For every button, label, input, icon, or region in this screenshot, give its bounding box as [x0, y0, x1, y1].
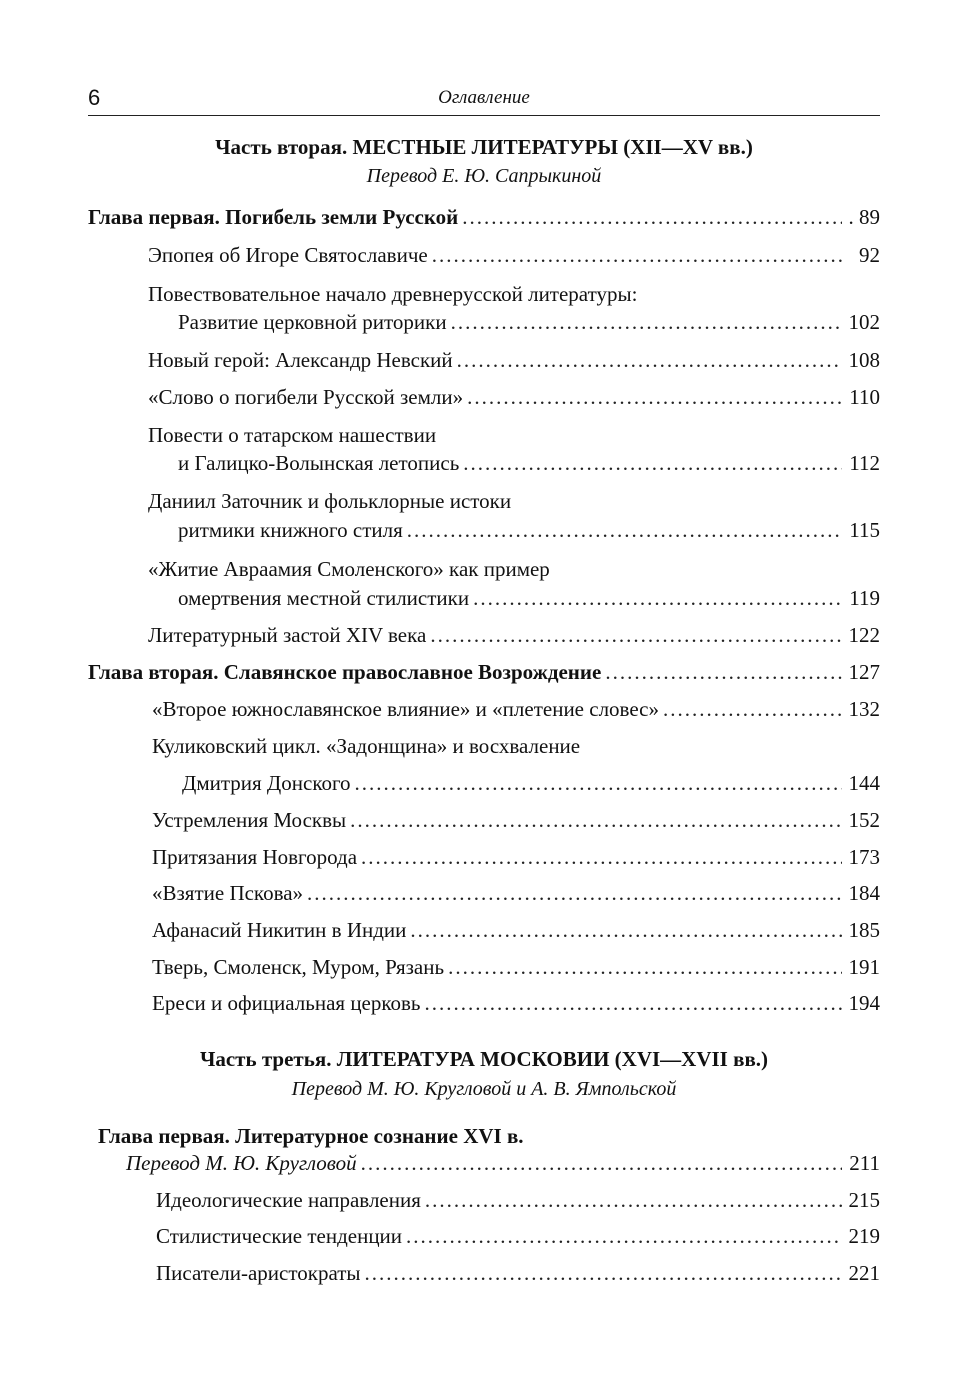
leader-dots — [473, 586, 842, 611]
toc-entry-page: 211 — [849, 1151, 880, 1175]
toc-entry-page: 219 — [848, 1224, 880, 1248]
page-number: 6 — [88, 85, 101, 110]
part-two-title: Часть вторая. МЕСТНЫЕ ЛИТЕРАТУРЫ (XII—XV вв.) — [215, 135, 753, 159]
leader-dots — [430, 623, 842, 648]
toc-entry[interactable] — [156, 1224, 880, 1254]
toc-entry[interactable] — [156, 1261, 880, 1291]
toc-entry-first-line: «Житие Авраамия Смоленского» как пример — [148, 557, 550, 581]
toc-entry-page: 215 — [848, 1188, 880, 1212]
toc-entry-title: Ереси и официальная церковь — [152, 991, 421, 1015]
toc-entry[interactable] — [178, 310, 880, 340]
toc-entry-title: Развитие церковной риторики — [178, 310, 447, 334]
toc-entry-page: 185 — [848, 918, 880, 942]
leader-dots — [425, 1188, 842, 1213]
toc-entry-first-line: Повествовательное начало древнерусской литературы: — [148, 282, 638, 306]
part-two-translator: Перевод Е. Ю. Сапрыкиной — [366, 165, 602, 187]
toc-entry-first-line: Куликовский цикл. «Задонщина» и восхваление — [152, 734, 581, 758]
part-three-translator: Перевод М. Ю. Кругловой и А. В. Ямпольской — [291, 1078, 677, 1100]
toc-entry[interactable] — [152, 808, 880, 838]
leader-dots — [361, 845, 842, 870]
toc-entry-page: 173 — [848, 845, 880, 869]
leader-dots — [467, 385, 842, 410]
toc-entry-page: 112 — [849, 451, 880, 475]
leader-dots — [350, 808, 842, 833]
leader-dots — [425, 991, 842, 1016]
toc-entry-page: 144 — [848, 771, 880, 795]
toc-chapter-1[interactable] — [88, 205, 880, 235]
leader-dots — [407, 518, 842, 543]
toc-entry[interactable] — [152, 955, 880, 985]
toc-entry-title: Глава вторая. Славянское православное Возрождение — [88, 660, 602, 684]
toc-entry-first-line: Повести о татарском нашествии — [148, 423, 437, 447]
toc-entry[interactable] — [126, 1151, 880, 1181]
leader-dots — [457, 348, 842, 373]
toc-entry-page: 191 — [848, 955, 880, 979]
leader-dots — [355, 771, 842, 796]
toc-entry-page: 92 — [859, 243, 880, 267]
toc-entry-title: Стилистические тенденции — [156, 1224, 403, 1248]
toc-chapter-2[interactable] — [88, 660, 880, 690]
toc-entry-first-line: Даниил Заточник и фольклорные истоки — [148, 489, 512, 513]
toc-entry-title: «Взятие Пскова» — [152, 881, 304, 905]
toc-entry[interactable] — [178, 518, 880, 548]
toc-entry-page: 102 — [848, 310, 880, 334]
toc-entry-page: 184 — [848, 881, 880, 905]
leader-dots — [406, 1224, 842, 1249]
leader-dots — [463, 451, 842, 476]
leader-dots — [432, 243, 842, 268]
toc-entry-title: и Галицко-Волынская летопись — [178, 451, 460, 475]
leader-dots — [448, 955, 842, 980]
toc-entry-page: 152 — [848, 808, 880, 832]
leader-dots — [605, 660, 842, 685]
toc-entry-title: Глава первая. Погибель земли Русской — [88, 205, 459, 229]
leader-dots — [451, 310, 842, 335]
toc-entry-title: «Слово о погибели Русской земли» — [148, 385, 464, 409]
toc-entry[interactable] — [148, 385, 880, 415]
toc-entry-page: 115 — [849, 518, 880, 542]
leader-dots — [410, 918, 842, 943]
toc-entry[interactable] — [178, 586, 880, 616]
toc-entry-title: Идеологические направления — [156, 1188, 421, 1212]
toc-entry-page: 127 — [848, 660, 880, 684]
toc-entry-page: . 89 — [848, 205, 880, 229]
toc-entry-page: 110 — [849, 385, 880, 409]
toc-entry-title: Эпопея об Игоре Святославиче — [148, 243, 428, 267]
toc-entry-page: 108 — [848, 348, 880, 372]
running-title: Оглавление — [438, 87, 530, 108]
toc-entry[interactable] — [178, 451, 880, 481]
toc-entry-page: 132 — [848, 697, 880, 721]
toc-entry-title: Афанасий Никитин в Индии — [152, 918, 407, 942]
leader-dots — [462, 205, 842, 230]
toc-entry-title: «Второе южнославянское влияние» и «плетение словес» — [152, 697, 660, 721]
leader-dots — [307, 881, 842, 906]
toc-entry-title: Новый герой: Александр Невский — [148, 348, 453, 372]
running-header — [88, 85, 880, 116]
toc-entry-title: Тверь, Смоленск, Муром, Рязань — [152, 955, 445, 979]
toc-entry[interactable] — [148, 623, 880, 653]
part-three-title: Часть третья. ЛИТЕРАТУРА МОСКОВИИ (XVI—XVII вв.) — [199, 1047, 769, 1071]
toc-entry[interactable] — [152, 991, 880, 1021]
toc-entry-title: Устремления Москвы — [152, 808, 347, 832]
toc-entry[interactable] — [182, 771, 880, 801]
toc-entry[interactable] — [152, 697, 880, 727]
toc-entry[interactable] — [152, 918, 880, 948]
toc-entry-title: Писатели-аристократы — [156, 1261, 361, 1285]
toc-entry-title: Притязания Новгорода — [152, 845, 358, 869]
toc-entry[interactable] — [148, 243, 880, 273]
toc-entry[interactable] — [148, 348, 880, 378]
leader-dots — [365, 1261, 842, 1286]
toc-entry-page: 122 — [848, 623, 880, 647]
toc-entry-title: Перевод М. Ю. Кругловой — [126, 1151, 357, 1175]
toc-entry[interactable] — [152, 881, 880, 911]
toc-entry-page: 221 — [848, 1261, 880, 1285]
toc-entry[interactable] — [156, 1188, 880, 1218]
toc-entry-title: Дмитрия Донского — [182, 771, 351, 795]
toc-entry-title: Литературный застой XIV века — [148, 623, 427, 647]
toc-entry-title: ритмики книжного стиля — [178, 518, 403, 542]
leader-dots — [663, 697, 842, 722]
toc-entry-page: 119 — [849, 586, 880, 610]
toc-entry[interactable] — [152, 845, 880, 875]
toc-entry-page: 194 — [848, 991, 880, 1015]
toc-entry-title: омертвения местной стилистики — [178, 586, 470, 610]
toc-chapter-heading[interactable]: Глава первая. Литературное сознание XVI в. — [98, 1124, 524, 1148]
leader-dots — [361, 1151, 842, 1176]
